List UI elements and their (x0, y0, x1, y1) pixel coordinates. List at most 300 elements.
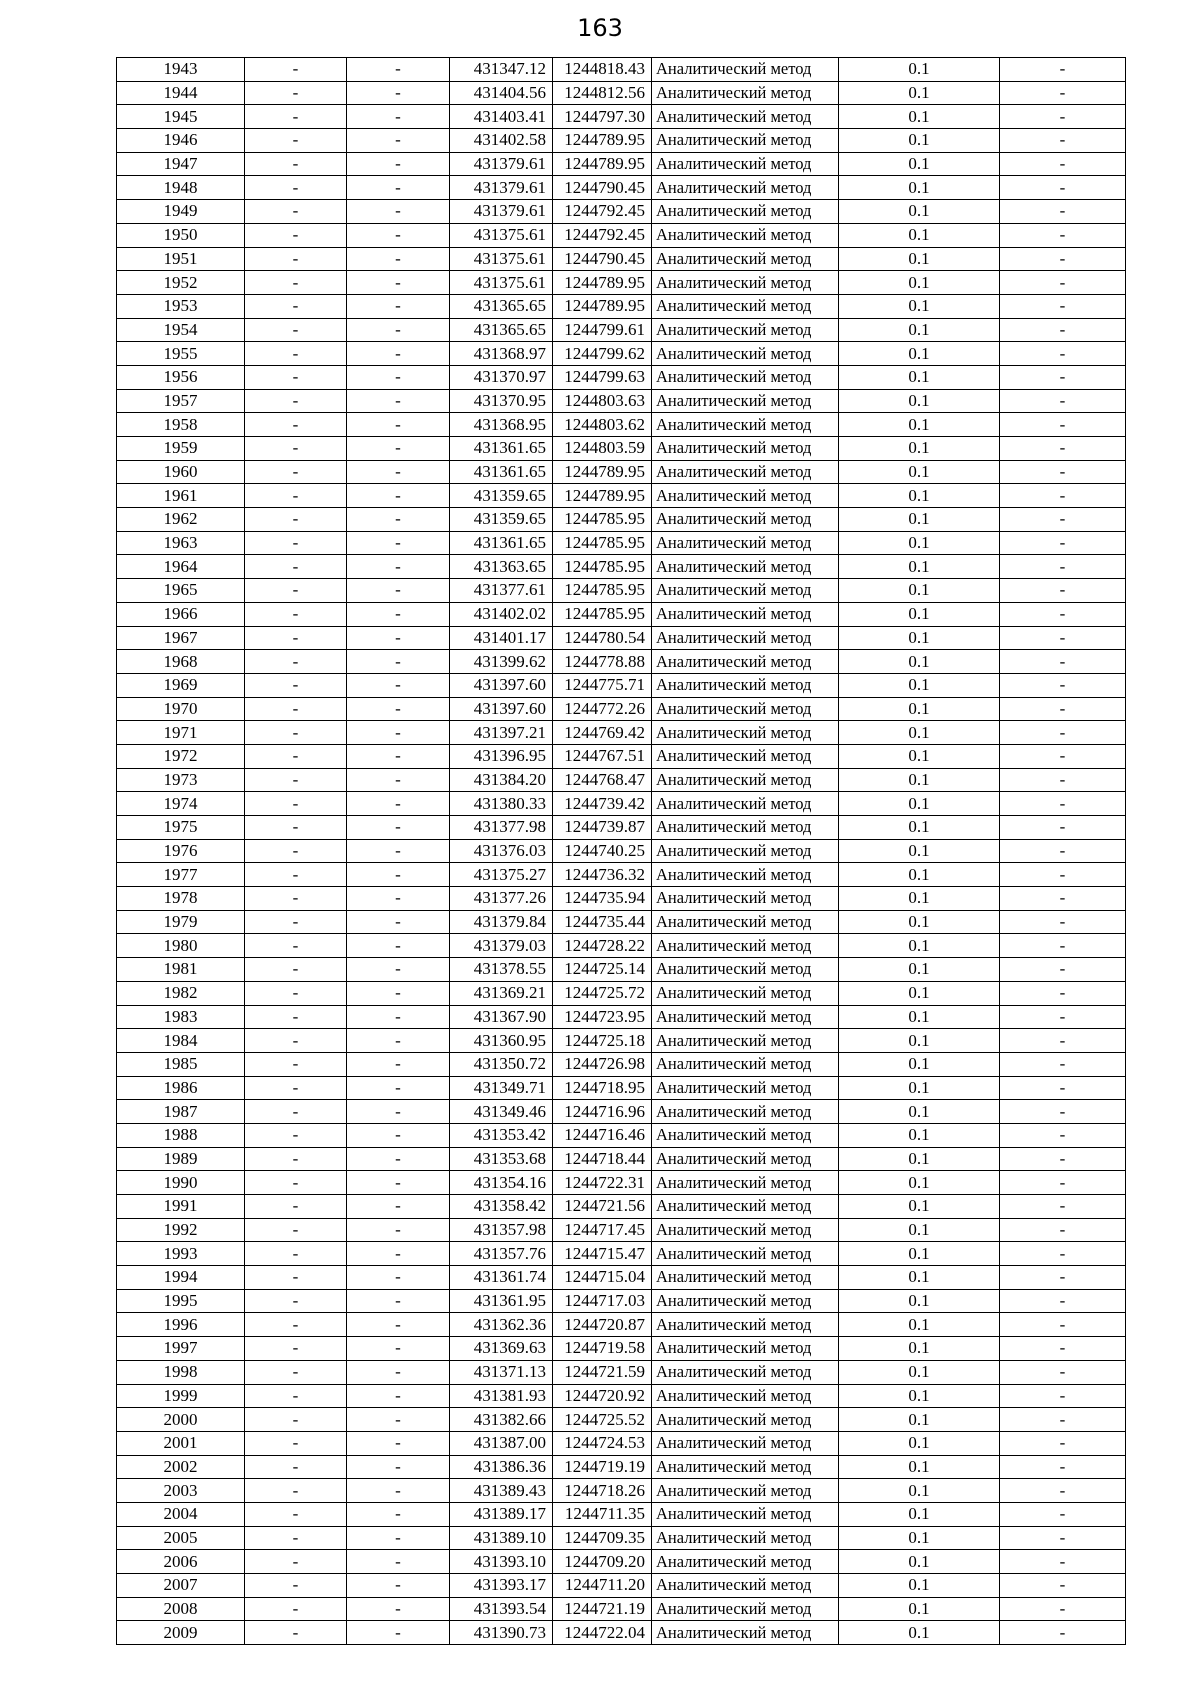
method-cell: Аналитический метод (652, 1550, 839, 1574)
empty-cell-b: - (347, 1384, 450, 1408)
y-coordinate-cell: 1244715.47 (553, 1242, 652, 1266)
table-row (117, 318, 1126, 342)
accuracy-cell: 0.1 (839, 389, 1000, 413)
method-cell: Аналитический метод (652, 1360, 839, 1384)
note-cell: - (1000, 1147, 1126, 1171)
y-coordinate-cell: 1244719.58 (553, 1337, 652, 1361)
accuracy-cell: 0.1 (839, 1502, 1000, 1526)
empty-cell-b: - (347, 176, 450, 200)
table-row (117, 342, 1126, 366)
table-row (117, 981, 1126, 1005)
x-coordinate-cell: 431354.16 (450, 1171, 553, 1195)
point-number-cell: 1962 (117, 508, 245, 532)
x-coordinate-cell: 431379.61 (450, 176, 553, 200)
empty-cell-a: - (245, 1123, 347, 1147)
method-cell: Аналитический метод (652, 460, 839, 484)
point-number-cell: 2008 (117, 1597, 245, 1621)
page-number: 163 (577, 14, 623, 42)
x-coordinate-cell: 431393.54 (450, 1597, 553, 1621)
note-cell: - (1000, 816, 1126, 840)
method-cell: Аналитический метод (652, 1242, 839, 1266)
point-number-cell: 1955 (117, 342, 245, 366)
point-number-cell: 1984 (117, 1029, 245, 1053)
x-coordinate-cell: 431368.95 (450, 413, 553, 437)
x-coordinate-cell: 431376.03 (450, 839, 553, 863)
note-cell: - (1000, 1408, 1126, 1432)
method-cell: Аналитический метод (652, 673, 839, 697)
empty-cell-a: - (245, 437, 347, 461)
point-number-cell: 1943 (117, 58, 245, 82)
empty-cell-b: - (347, 152, 450, 176)
accuracy-cell: 0.1 (839, 1218, 1000, 1242)
method-cell: Аналитический метод (652, 1408, 839, 1432)
table-row (117, 1384, 1126, 1408)
method-cell: Аналитический метод (652, 887, 839, 911)
note-cell: - (1000, 1360, 1126, 1384)
method-cell: Аналитический метод (652, 1147, 839, 1171)
y-coordinate-cell: 1244789.95 (553, 129, 652, 153)
accuracy-cell: 0.1 (839, 365, 1000, 389)
point-number-cell: 1980 (117, 934, 245, 958)
method-cell: Аналитический метод (652, 437, 839, 461)
empty-cell-b: - (347, 744, 450, 768)
table-row (117, 721, 1126, 745)
method-cell: Аналитический метод (652, 342, 839, 366)
x-coordinate-cell: 431353.68 (450, 1147, 553, 1171)
point-number-cell: 1978 (117, 887, 245, 911)
point-number-cell: 1946 (117, 129, 245, 153)
empty-cell-a: - (245, 555, 347, 579)
empty-cell-b: - (347, 1526, 450, 1550)
y-coordinate-cell: 1244790.45 (553, 176, 652, 200)
empty-cell-b: - (347, 1005, 450, 1029)
y-coordinate-cell: 1244722.04 (553, 1621, 652, 1645)
table-row (117, 1242, 1126, 1266)
empty-cell-a: - (245, 792, 347, 816)
accuracy-cell: 0.1 (839, 413, 1000, 437)
empty-cell-a: - (245, 1455, 347, 1479)
y-coordinate-cell: 1244767.51 (553, 744, 652, 768)
note-cell: - (1000, 697, 1126, 721)
empty-cell-a: - (245, 1526, 347, 1550)
point-number-cell: 1945 (117, 105, 245, 129)
note-cell: - (1000, 579, 1126, 603)
accuracy-cell: 0.1 (839, 1123, 1000, 1147)
accuracy-cell: 0.1 (839, 1242, 1000, 1266)
empty-cell-a: - (245, 1360, 347, 1384)
empty-cell-b: - (347, 58, 450, 82)
empty-cell-b: - (347, 1171, 450, 1195)
accuracy-cell: 0.1 (839, 1526, 1000, 1550)
note-cell: - (1000, 1242, 1126, 1266)
note-cell: - (1000, 294, 1126, 318)
point-number-cell: 1982 (117, 981, 245, 1005)
empty-cell-a: - (245, 365, 347, 389)
empty-cell-a: - (245, 1052, 347, 1076)
y-coordinate-cell: 1244775.71 (553, 673, 652, 697)
x-coordinate-cell: 431389.10 (450, 1526, 553, 1550)
method-cell: Аналитический метод (652, 602, 839, 626)
empty-cell-b: - (347, 1455, 450, 1479)
y-coordinate-cell: 1244818.43 (553, 58, 652, 82)
method-cell: Аналитический метод (652, 200, 839, 224)
y-coordinate-cell: 1244785.95 (553, 531, 652, 555)
method-cell: Аналитический метод (652, 389, 839, 413)
y-coordinate-cell: 1244716.46 (553, 1123, 652, 1147)
method-cell: Аналитический метод (652, 1289, 839, 1313)
empty-cell-b: - (347, 129, 450, 153)
table-row (117, 152, 1126, 176)
note-cell: - (1000, 460, 1126, 484)
table-row (117, 579, 1126, 603)
point-number-cell: 1966 (117, 602, 245, 626)
note-cell: - (1000, 673, 1126, 697)
x-coordinate-cell: 431369.63 (450, 1337, 553, 1361)
table-row (117, 1029, 1126, 1053)
empty-cell-a: - (245, 1266, 347, 1290)
x-coordinate-cell: 431377.26 (450, 887, 553, 911)
y-coordinate-cell: 1244789.95 (553, 152, 652, 176)
x-coordinate-cell: 431379.61 (450, 152, 553, 176)
y-coordinate-cell: 1244812.56 (553, 81, 652, 105)
empty-cell-b: - (347, 555, 450, 579)
empty-cell-b: - (347, 1550, 450, 1574)
point-number-cell: 1983 (117, 1005, 245, 1029)
y-coordinate-cell: 1244720.87 (553, 1313, 652, 1337)
point-number-cell: 1961 (117, 484, 245, 508)
empty-cell-a: - (245, 176, 347, 200)
empty-cell-a: - (245, 910, 347, 934)
accuracy-cell: 0.1 (839, 200, 1000, 224)
empty-cell-a: - (245, 981, 347, 1005)
x-coordinate-cell: 431347.12 (450, 58, 553, 82)
note-cell: - (1000, 1431, 1126, 1455)
accuracy-cell: 0.1 (839, 81, 1000, 105)
accuracy-cell: 0.1 (839, 602, 1000, 626)
empty-cell-b: - (347, 839, 450, 863)
accuracy-cell: 0.1 (839, 1479, 1000, 1503)
empty-cell-a: - (245, 1005, 347, 1029)
x-coordinate-cell: 431404.56 (450, 81, 553, 105)
table-row (117, 863, 1126, 887)
method-cell: Аналитический метод (652, 1621, 839, 1645)
accuracy-cell: 0.1 (839, 176, 1000, 200)
empty-cell-b: - (347, 934, 450, 958)
accuracy-cell: 0.1 (839, 223, 1000, 247)
y-coordinate-cell: 1244736.32 (553, 863, 652, 887)
note-cell: - (1000, 318, 1126, 342)
accuracy-cell: 0.1 (839, 1550, 1000, 1574)
method-cell: Аналитический метод (652, 508, 839, 532)
method-cell: Аналитический метод (652, 650, 839, 674)
x-coordinate-cell: 431365.65 (450, 318, 553, 342)
empty-cell-b: - (347, 1621, 450, 1645)
x-coordinate-cell: 431387.00 (450, 1431, 553, 1455)
method-cell: Аналитический метод (652, 318, 839, 342)
x-coordinate-cell: 431380.33 (450, 792, 553, 816)
accuracy-cell: 0.1 (839, 105, 1000, 129)
accuracy-cell: 0.1 (839, 792, 1000, 816)
coordinates-table (116, 57, 1126, 1645)
x-coordinate-cell: 431361.74 (450, 1266, 553, 1290)
method-cell: Аналитический метод (652, 863, 839, 887)
table-row (117, 1597, 1126, 1621)
point-number-cell: 1993 (117, 1242, 245, 1266)
x-coordinate-cell: 431397.60 (450, 697, 553, 721)
table-row (117, 365, 1126, 389)
accuracy-cell: 0.1 (839, 1100, 1000, 1124)
table-row (117, 460, 1126, 484)
note-cell: - (1000, 768, 1126, 792)
empty-cell-b: - (347, 816, 450, 840)
accuracy-cell: 0.1 (839, 1195, 1000, 1219)
empty-cell-a: - (245, 1337, 347, 1361)
accuracy-cell: 0.1 (839, 1052, 1000, 1076)
point-number-cell: 1944 (117, 81, 245, 105)
method-cell: Аналитический метод (652, 1337, 839, 1361)
y-coordinate-cell: 1244768.47 (553, 768, 652, 792)
note-cell: - (1000, 1123, 1126, 1147)
y-coordinate-cell: 1244799.63 (553, 365, 652, 389)
point-number-cell: 1959 (117, 437, 245, 461)
note-cell: - (1000, 437, 1126, 461)
x-coordinate-cell: 431361.95 (450, 1289, 553, 1313)
y-coordinate-cell: 1244726.98 (553, 1052, 652, 1076)
method-cell: Аналитический метод (652, 1384, 839, 1408)
empty-cell-a: - (245, 934, 347, 958)
accuracy-cell: 0.1 (839, 294, 1000, 318)
method-cell: Аналитический метод (652, 58, 839, 82)
accuracy-cell: 0.1 (839, 152, 1000, 176)
empty-cell-b: - (347, 247, 450, 271)
empty-cell-a: - (245, 1502, 347, 1526)
empty-cell-a: - (245, 887, 347, 911)
table-row (117, 1123, 1126, 1147)
method-cell: Аналитический метод (652, 1597, 839, 1621)
empty-cell-b: - (347, 318, 450, 342)
note-cell: - (1000, 863, 1126, 887)
note-cell: - (1000, 602, 1126, 626)
accuracy-cell: 0.1 (839, 887, 1000, 911)
empty-cell-b: - (347, 887, 450, 911)
note-cell: - (1000, 1218, 1126, 1242)
point-number-cell: 2007 (117, 1574, 245, 1598)
point-number-cell: 2006 (117, 1550, 245, 1574)
point-number-cell: 1995 (117, 1289, 245, 1313)
y-coordinate-cell: 1244723.95 (553, 1005, 652, 1029)
table-row (117, 650, 1126, 674)
accuracy-cell: 0.1 (839, 579, 1000, 603)
table-row (117, 1621, 1126, 1645)
table-row (117, 105, 1126, 129)
note-cell: - (1000, 887, 1126, 911)
note-cell: - (1000, 342, 1126, 366)
y-coordinate-cell: 1244739.42 (553, 792, 652, 816)
y-coordinate-cell: 1244720.92 (553, 1384, 652, 1408)
point-number-cell: 1992 (117, 1218, 245, 1242)
x-coordinate-cell: 431362.36 (450, 1313, 553, 1337)
note-cell: - (1000, 650, 1126, 674)
accuracy-cell: 0.1 (839, 271, 1000, 295)
table-row (117, 792, 1126, 816)
x-coordinate-cell: 431357.76 (450, 1242, 553, 1266)
x-coordinate-cell: 431389.43 (450, 1479, 553, 1503)
y-coordinate-cell: 1244735.44 (553, 910, 652, 934)
note-cell: - (1000, 484, 1126, 508)
accuracy-cell: 0.1 (839, 650, 1000, 674)
method-cell: Аналитический метод (652, 1502, 839, 1526)
method-cell: Аналитический метод (652, 744, 839, 768)
y-coordinate-cell: 1244799.61 (553, 318, 652, 342)
table-row (117, 1479, 1126, 1503)
point-number-cell: 1953 (117, 294, 245, 318)
table-row (117, 1360, 1126, 1384)
empty-cell-a: - (245, 673, 347, 697)
y-coordinate-cell: 1244792.45 (553, 223, 652, 247)
y-coordinate-cell: 1244715.04 (553, 1266, 652, 1290)
empty-cell-a: - (245, 1408, 347, 1432)
y-coordinate-cell: 1244711.35 (553, 1502, 652, 1526)
x-coordinate-cell: 431401.17 (450, 626, 553, 650)
point-number-cell: 1998 (117, 1360, 245, 1384)
empty-cell-b: - (347, 721, 450, 745)
empty-cell-a: - (245, 81, 347, 105)
table-row (117, 413, 1126, 437)
x-coordinate-cell: 431358.42 (450, 1195, 553, 1219)
table-row (117, 389, 1126, 413)
empty-cell-a: - (245, 1431, 347, 1455)
x-coordinate-cell: 431379.84 (450, 910, 553, 934)
table-row (117, 58, 1126, 82)
empty-cell-a: - (245, 223, 347, 247)
accuracy-cell: 0.1 (839, 981, 1000, 1005)
table-row (117, 1076, 1126, 1100)
point-number-cell: 1967 (117, 626, 245, 650)
table-row (117, 887, 1126, 911)
x-coordinate-cell: 431367.90 (450, 1005, 553, 1029)
empty-cell-a: - (245, 129, 347, 153)
note-cell: - (1000, 1384, 1126, 1408)
method-cell: Аналитический метод (652, 271, 839, 295)
table-row (117, 1574, 1126, 1598)
note-cell: - (1000, 1526, 1126, 1550)
x-coordinate-cell: 431370.95 (450, 389, 553, 413)
point-number-cell: 1977 (117, 863, 245, 887)
y-coordinate-cell: 1244709.35 (553, 1526, 652, 1550)
method-cell: Аналитический метод (652, 1005, 839, 1029)
point-number-cell: 1985 (117, 1052, 245, 1076)
method-cell: Аналитический метод (652, 365, 839, 389)
method-cell: Аналитический метод (652, 579, 839, 603)
y-coordinate-cell: 1244780.54 (553, 626, 652, 650)
accuracy-cell: 0.1 (839, 1384, 1000, 1408)
y-coordinate-cell: 1244725.52 (553, 1408, 652, 1432)
y-coordinate-cell: 1244789.95 (553, 271, 652, 295)
note-cell: - (1000, 910, 1126, 934)
empty-cell-a: - (245, 413, 347, 437)
empty-cell-a: - (245, 863, 347, 887)
empty-cell-b: - (347, 1408, 450, 1432)
empty-cell-a: - (245, 152, 347, 176)
empty-cell-b: - (347, 1052, 450, 1076)
point-number-cell: 1948 (117, 176, 245, 200)
x-coordinate-cell: 431384.20 (450, 768, 553, 792)
method-cell: Аналитический метод (652, 792, 839, 816)
empty-cell-b: - (347, 958, 450, 982)
y-coordinate-cell: 1244718.44 (553, 1147, 652, 1171)
point-number-cell: 1951 (117, 247, 245, 271)
method-cell: Аналитический метод (652, 981, 839, 1005)
accuracy-cell: 0.1 (839, 626, 1000, 650)
method-cell: Аналитический метод (652, 721, 839, 745)
accuracy-cell: 0.1 (839, 1431, 1000, 1455)
empty-cell-a: - (245, 650, 347, 674)
accuracy-cell: 0.1 (839, 910, 1000, 934)
note-cell: - (1000, 934, 1126, 958)
note-cell: - (1000, 1621, 1126, 1645)
y-coordinate-cell: 1244772.26 (553, 697, 652, 721)
table-row (117, 744, 1126, 768)
method-cell: Аналитический метод (652, 1218, 839, 1242)
x-coordinate-cell: 431361.65 (450, 437, 553, 461)
point-number-cell: 1989 (117, 1147, 245, 1171)
y-coordinate-cell: 1244725.14 (553, 958, 652, 982)
accuracy-cell: 0.1 (839, 58, 1000, 82)
table-row (117, 271, 1126, 295)
y-coordinate-cell: 1244716.96 (553, 1100, 652, 1124)
accuracy-cell: 0.1 (839, 1289, 1000, 1313)
method-cell: Аналитический метод (652, 1574, 839, 1598)
empty-cell-a: - (245, 768, 347, 792)
accuracy-cell: 0.1 (839, 1408, 1000, 1432)
table-row (117, 697, 1126, 721)
accuracy-cell: 0.1 (839, 1621, 1000, 1645)
table-row (117, 768, 1126, 792)
x-coordinate-cell: 431393.17 (450, 1574, 553, 1598)
point-number-cell: 1969 (117, 673, 245, 697)
method-cell: Аналитический метод (652, 1479, 839, 1503)
empty-cell-b: - (347, 294, 450, 318)
table-row (117, 1052, 1126, 1076)
table-row (117, 602, 1126, 626)
accuracy-cell: 0.1 (839, 958, 1000, 982)
empty-cell-a: - (245, 271, 347, 295)
x-coordinate-cell: 431361.65 (450, 531, 553, 555)
empty-cell-b: - (347, 1502, 450, 1526)
note-cell: - (1000, 58, 1126, 82)
y-coordinate-cell: 1244717.03 (553, 1289, 652, 1313)
table-row (117, 1218, 1126, 1242)
x-coordinate-cell: 431396.95 (450, 744, 553, 768)
empty-cell-a: - (245, 200, 347, 224)
y-coordinate-cell: 1244797.30 (553, 105, 652, 129)
point-number-cell: 2001 (117, 1431, 245, 1455)
empty-cell-b: - (347, 437, 450, 461)
method-cell: Аналитический метод (652, 129, 839, 153)
y-coordinate-cell: 1244721.56 (553, 1195, 652, 1219)
accuracy-cell: 0.1 (839, 1360, 1000, 1384)
y-coordinate-cell: 1244789.95 (553, 294, 652, 318)
x-coordinate-cell: 431379.03 (450, 934, 553, 958)
x-coordinate-cell: 431381.93 (450, 1384, 553, 1408)
empty-cell-b: - (347, 105, 450, 129)
accuracy-cell: 0.1 (839, 673, 1000, 697)
table-row (117, 484, 1126, 508)
note-cell: - (1000, 508, 1126, 532)
empty-cell-a: - (245, 816, 347, 840)
accuracy-cell: 0.1 (839, 721, 1000, 745)
empty-cell-a: - (245, 342, 347, 366)
